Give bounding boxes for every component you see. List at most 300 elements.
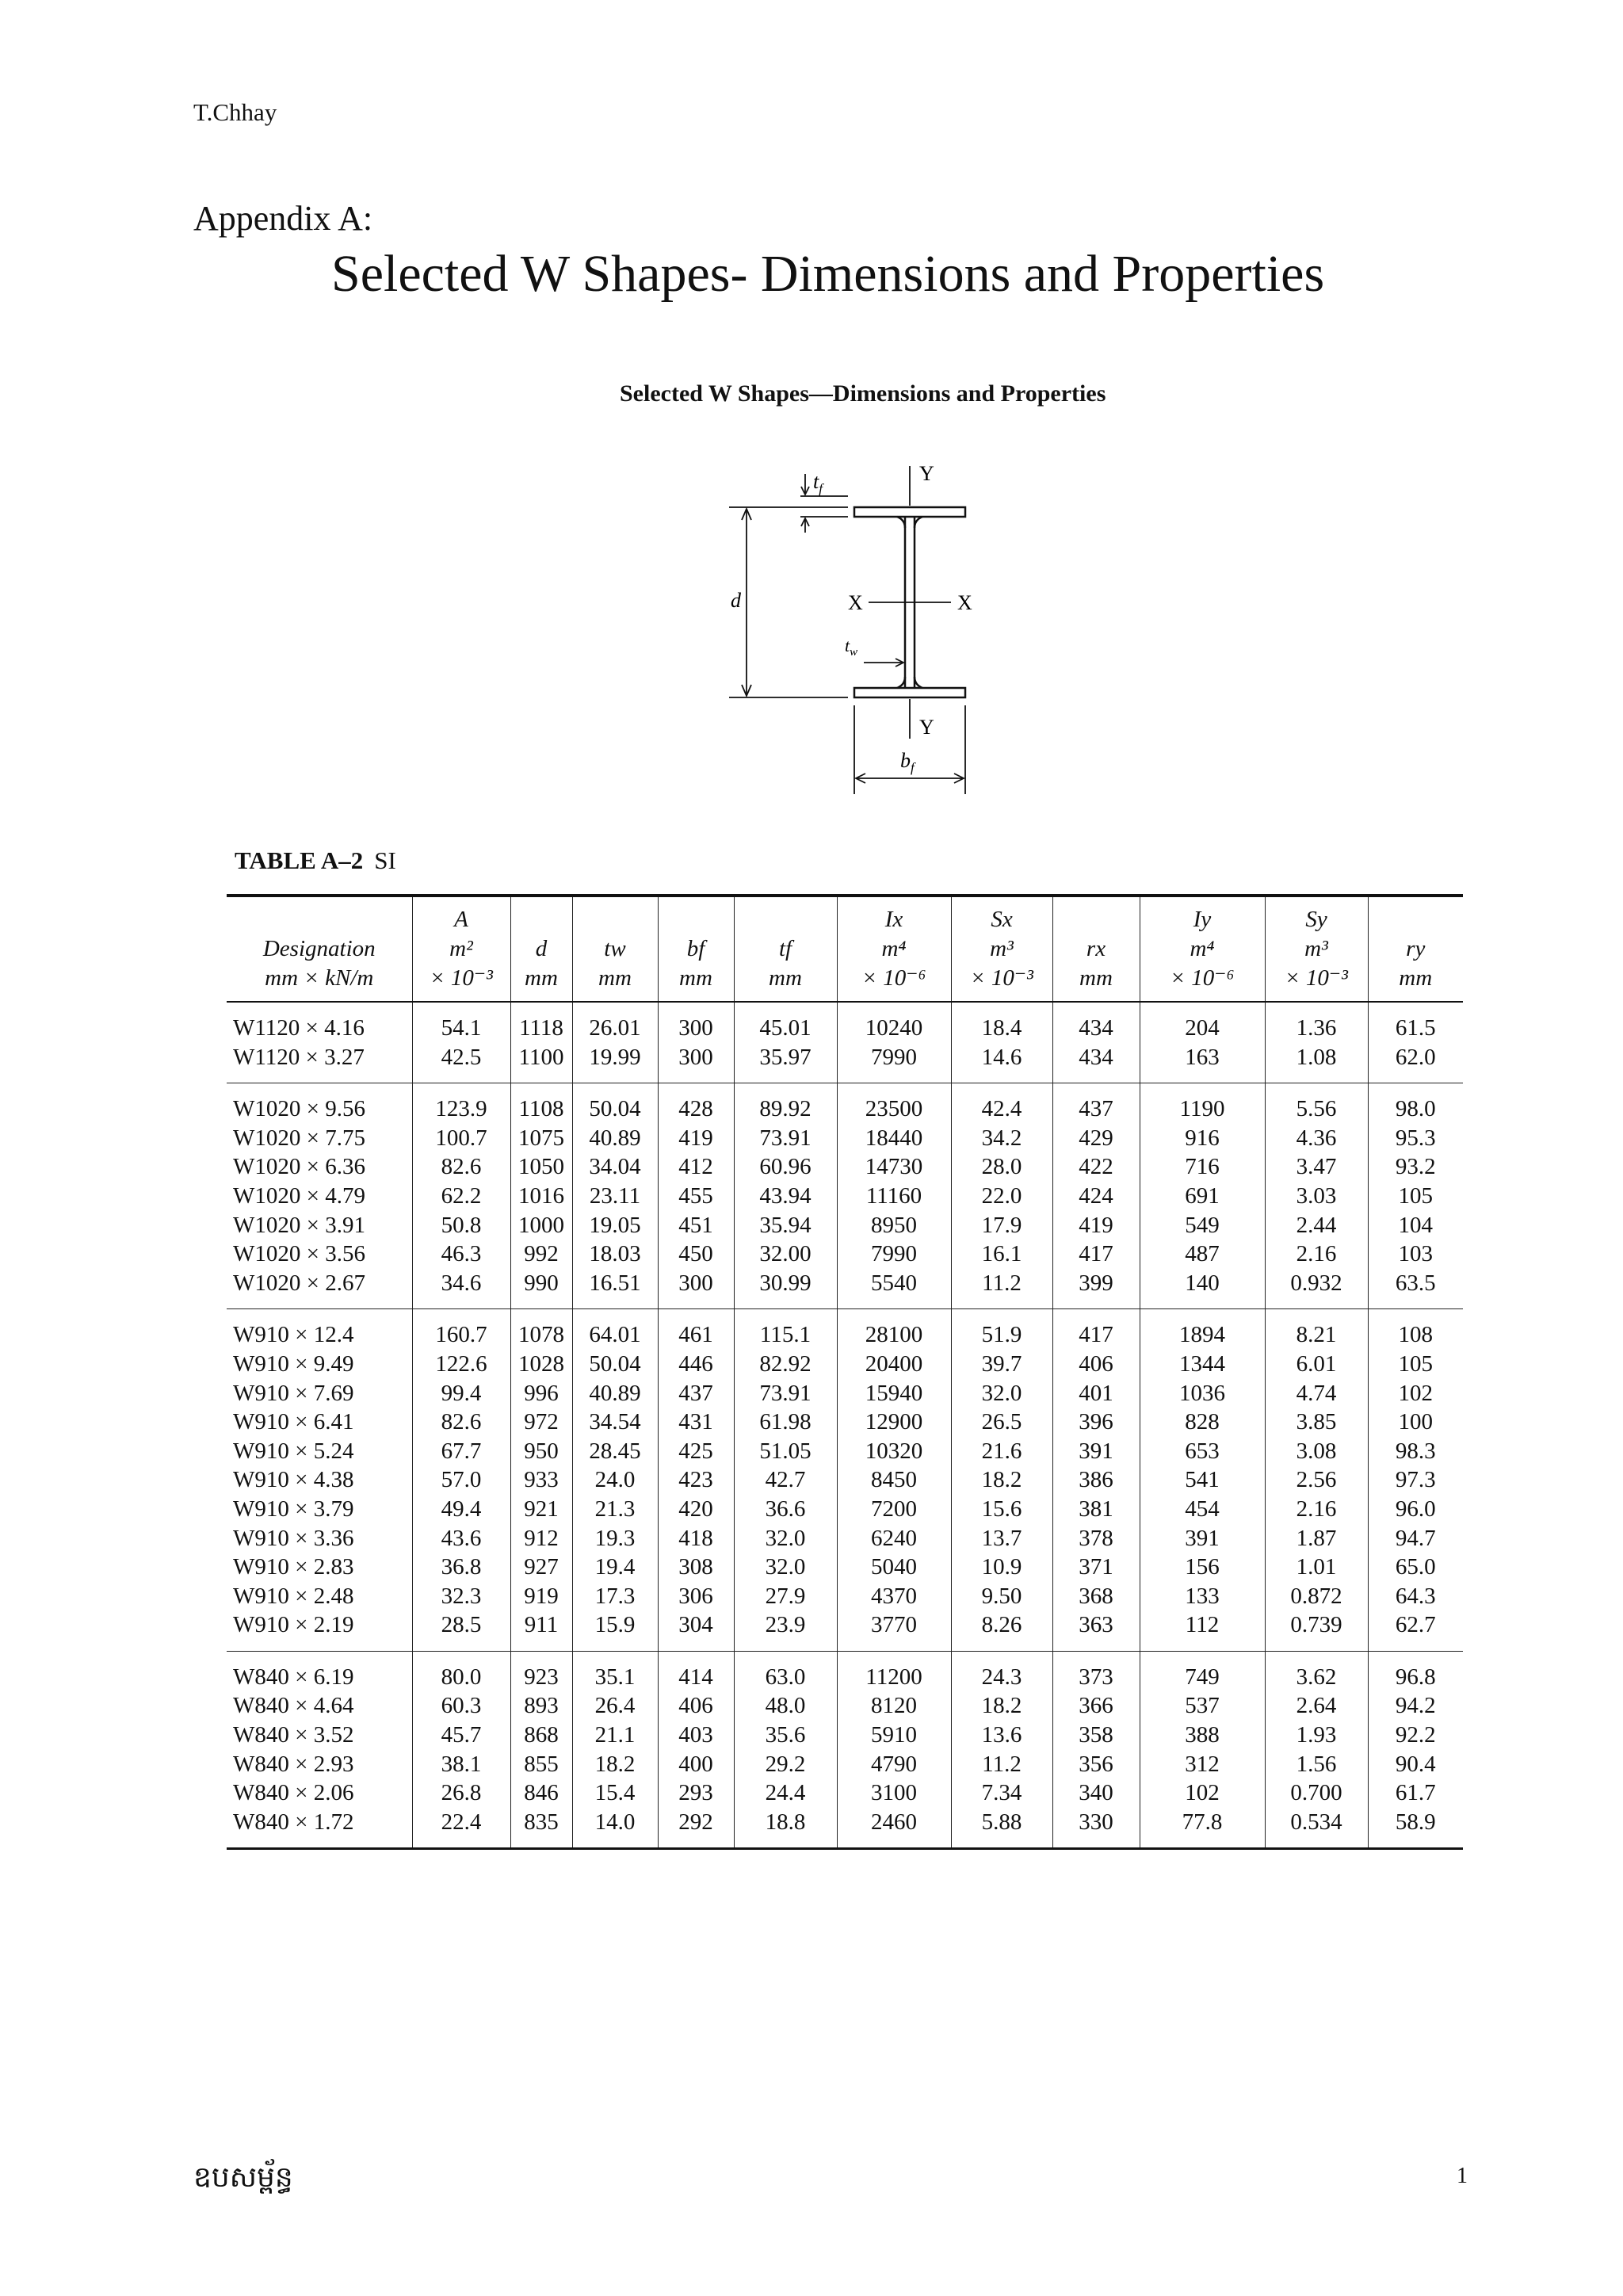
column-header (1140, 896, 1265, 1002)
column-header-line: m³ (990, 936, 1014, 961)
table-cell: 541 (1140, 1465, 1265, 1495)
table-cell: 89.92 (734, 1083, 837, 1124)
table-cell: 10320 (837, 1437, 951, 1466)
table-cell: 373 (1052, 1651, 1140, 1691)
footer-khmer-label: ឧបសម្ព័ន្ធ (193, 2161, 293, 2194)
table-cell: 95.3 (1368, 1124, 1463, 1153)
column-header-line: mm (1399, 965, 1433, 991)
table-cell: 11.2 (951, 1269, 1052, 1309)
column-header-line: m⁴ (881, 936, 907, 961)
table-cell: 412 (658, 1152, 734, 1182)
table-cell: 0.739 (1265, 1610, 1368, 1651)
table-cell: 1190 (1140, 1083, 1265, 1124)
designation-cell: W910 × 6.41 (233, 1409, 354, 1435)
table-cell: 16.1 (951, 1240, 1052, 1269)
table-cell: 61.7 (1368, 1778, 1463, 1808)
table-cell: 50.04 (572, 1083, 658, 1124)
designation-cell: W910 × 5.24 (233, 1438, 354, 1464)
table-cell: 62.0 (1368, 1043, 1463, 1083)
diagram-label-y-bottom: Y (919, 716, 934, 739)
table-cell: 5040 (837, 1553, 951, 1582)
table-cell: 916 (1140, 1124, 1265, 1153)
table-cell: 537 (1140, 1691, 1265, 1721)
designation-cell: W840 × 6.19 (233, 1664, 354, 1690)
table-cell: 2.16 (1265, 1240, 1368, 1269)
table-cell: 40.89 (572, 1379, 658, 1408)
table-cell: 64.3 (1368, 1582, 1463, 1611)
author-header: T.Chhay (193, 98, 277, 126)
table-cell: 5.56 (1265, 1083, 1368, 1124)
table-cell: 921 (510, 1495, 572, 1524)
table-cell: 77.8 (1140, 1808, 1265, 1849)
column-header (951, 896, 1052, 1002)
column-header-line: m⁴ (1190, 936, 1215, 961)
table-cell: 15.9 (572, 1610, 658, 1651)
table-cell: 716 (1140, 1152, 1265, 1182)
table-cell: 330 (1052, 1808, 1140, 1849)
table-cell: 7990 (837, 1240, 951, 1269)
designation-cell: W840 × 3.52 (233, 1722, 354, 1748)
table-cell: 36.8 (412, 1553, 510, 1582)
table-row (227, 1002, 1463, 1043)
column-header-line: m³ (1304, 936, 1328, 961)
table-cell: 105 (1368, 1350, 1463, 1379)
table-cell: 419 (1052, 1211, 1140, 1240)
table-cell: 1050 (510, 1152, 572, 1182)
table-cell: 388 (1140, 1721, 1265, 1750)
designation-cell: W910 × 12.4 (233, 1322, 354, 1348)
column-header (227, 896, 412, 1002)
table-cell: 15940 (837, 1379, 951, 1408)
column-header-line: ry (1406, 936, 1426, 961)
table-cell: 32.00 (734, 1240, 837, 1269)
table-cell: 428 (658, 1083, 734, 1124)
column-header-line: A (454, 907, 468, 932)
table-cell: 50.8 (412, 1211, 510, 1240)
table-cell: 1078 (510, 1309, 572, 1350)
designation-cell: W910 × 9.49 (233, 1350, 354, 1377)
table-cell: 1016 (510, 1182, 572, 1211)
table-cell: 6.01 (1265, 1350, 1368, 1379)
table-cell: 400 (658, 1750, 734, 1779)
table-cell: 94.2 (1368, 1691, 1463, 1721)
table-cell: 32.3 (412, 1582, 510, 1611)
table-cell: 446 (658, 1350, 734, 1379)
table-cell: 123.9 (412, 1083, 510, 1124)
table-cell: 1.93 (1265, 1721, 1368, 1750)
table-cell: 57.0 (412, 1465, 510, 1495)
table-cell: 437 (1052, 1083, 1140, 1124)
designation-cell: W910 × 4.38 (233, 1467, 354, 1493)
table-cell: 4.74 (1265, 1379, 1368, 1408)
table-cell: 1075 (510, 1124, 572, 1153)
table-cell: 62.2 (412, 1182, 510, 1211)
table-cell: 292 (658, 1808, 734, 1849)
table-row (227, 1408, 1463, 1437)
table-cell: 7.34 (951, 1778, 1052, 1808)
column-header (734, 896, 837, 1002)
table-units: SI (374, 846, 396, 874)
table-cell: 35.97 (734, 1043, 837, 1083)
table-cell: 356 (1052, 1750, 1140, 1779)
table-cell: 454 (1140, 1495, 1265, 1524)
table-cell: 102 (1140, 1778, 1265, 1808)
table-cell: 420 (658, 1495, 734, 1524)
table-cell: 835 (510, 1808, 572, 1849)
column-header-line: mm (525, 965, 558, 991)
column-header-line: Ix (884, 907, 903, 932)
diagram-label-x-left: X (848, 591, 863, 614)
table-cell: 38.1 (412, 1750, 510, 1779)
designation-cell: W1020 × 3.56 (233, 1241, 365, 1267)
table-cell: 28.5 (412, 1610, 510, 1651)
designation-cell: W1020 × 3.91 (233, 1212, 365, 1238)
page-number: 1 (1457, 2164, 1468, 2188)
table-cell: 43.6 (412, 1524, 510, 1553)
table-cell: 11200 (837, 1651, 951, 1691)
table-cell: 923 (510, 1651, 572, 1691)
table-row (227, 1240, 1463, 1269)
table-cell: 16.51 (572, 1269, 658, 1309)
table-cell: 45.01 (734, 1002, 837, 1043)
table-cell: 1.08 (1265, 1043, 1368, 1083)
table-cell: 46.3 (412, 1240, 510, 1269)
table-cell: 5540 (837, 1269, 951, 1309)
table-cell: 24.0 (572, 1465, 658, 1495)
table-row (227, 1778, 1463, 1808)
column-header-line: × 10⁻³ (970, 965, 1033, 991)
table-cell: 2.44 (1265, 1211, 1368, 1240)
table-cell: 3.62 (1265, 1651, 1368, 1691)
table-cell: 18.2 (951, 1465, 1052, 1495)
table-row (227, 1495, 1463, 1524)
table-row (227, 1379, 1463, 1408)
table-cell: 30.99 (734, 1269, 837, 1309)
table-cell: 2460 (837, 1808, 951, 1849)
designation-cell: W910 × 2.48 (233, 1583, 354, 1609)
svg-text:tf (813, 470, 824, 496)
table-row (227, 1691, 1463, 1721)
column-header-line: × 10⁻³ (430, 965, 493, 991)
table-cell: 2.64 (1265, 1691, 1368, 1721)
table-cell: 51.05 (734, 1437, 837, 1466)
column-header-line: tf (778, 936, 792, 961)
table-row (227, 1582, 1463, 1611)
table-cell: 437 (658, 1379, 734, 1408)
table-cell: 933 (510, 1465, 572, 1495)
table-row (227, 1152, 1463, 1182)
table-cell: 93.2 (1368, 1152, 1463, 1182)
table-cell: 22.0 (951, 1182, 1052, 1211)
table-cell: 94.7 (1368, 1524, 1463, 1553)
table-cell: 8450 (837, 1465, 951, 1495)
table-cell: 5.88 (951, 1808, 1052, 1849)
appendix-label: Appendix A: (193, 199, 373, 238)
table-cell: 17.9 (951, 1211, 1052, 1240)
column-header-line: Iy (1193, 907, 1212, 932)
table-row (227, 1211, 1463, 1240)
table-cell: 0.872 (1265, 1582, 1368, 1611)
table-cell: 103 (1368, 1240, 1463, 1269)
table-cell: 32.0 (734, 1524, 837, 1553)
table-cell: 996 (510, 1379, 572, 1408)
table-cell: 26.5 (951, 1408, 1052, 1437)
table-cell: 14.6 (951, 1043, 1052, 1083)
table-cell: 6240 (837, 1524, 951, 1553)
table-cell: 17.3 (572, 1582, 658, 1611)
table-row (227, 1269, 1463, 1309)
table-cell: 293 (658, 1778, 734, 1808)
table-cell: 8.26 (951, 1610, 1052, 1651)
column-header-line: Sy (1305, 907, 1327, 932)
table-cell: 381 (1052, 1495, 1140, 1524)
diagram-label-tw-sub: w (850, 646, 858, 659)
table-cell: 22.4 (412, 1808, 510, 1849)
table-cell: 80.0 (412, 1651, 510, 1691)
table-cell: 450 (658, 1240, 734, 1269)
table-cell: 434 (1052, 1043, 1140, 1083)
table-row (227, 1610, 1463, 1651)
column-header-line: m² (449, 936, 473, 961)
designation-cell: W1020 × 4.79 (233, 1182, 365, 1209)
table-cell: 455 (658, 1182, 734, 1211)
table-cell: 32.0 (734, 1553, 837, 1582)
table-cell: 1118 (510, 1002, 572, 1043)
table-cell: 424 (1052, 1182, 1140, 1211)
table-cell: 423 (658, 1465, 734, 1495)
table-cell: 418 (658, 1524, 734, 1553)
w-shape-cross-section-diagram (713, 452, 1062, 800)
table-cell: 98.3 (1368, 1437, 1463, 1466)
table-cell: 60.3 (412, 1691, 510, 1721)
column-header-line: mm (769, 965, 802, 991)
table-cell: 28100 (837, 1309, 951, 1350)
designation-cell: W1020 × 2.67 (227, 1269, 412, 1309)
column-header (572, 896, 658, 1002)
table-cell: 4.36 (1265, 1124, 1368, 1153)
table-cell: 24.3 (951, 1651, 1052, 1691)
table-cell: 3.85 (1265, 1408, 1368, 1437)
table-cell: 868 (510, 1721, 572, 1750)
column-header-line: tw (604, 936, 626, 961)
table-cell: 105 (1368, 1182, 1463, 1211)
diagram-label-bf-sub: f (911, 760, 915, 775)
table-cell: 0.534 (1265, 1808, 1368, 1849)
column-header (1265, 896, 1368, 1002)
table-cell: 73.91 (734, 1124, 837, 1153)
table-cell: 11160 (837, 1182, 951, 1211)
diagram-label-tf: t (813, 470, 819, 493)
table-cell: 100.7 (412, 1124, 510, 1153)
table-cell: 65.0 (1368, 1553, 1463, 1582)
table-cell: 1.36 (1265, 1002, 1368, 1043)
table-cell: 63.5 (1368, 1269, 1463, 1309)
table-cell: 98.0 (1368, 1083, 1463, 1124)
designation-cell: W840 × 1.72 (227, 1808, 412, 1849)
table-cell: 19.4 (572, 1553, 658, 1582)
table-cell: 846 (510, 1778, 572, 1808)
table-row (227, 1350, 1463, 1379)
table-cell: 96.0 (1368, 1495, 1463, 1524)
table-cell: 0.700 (1265, 1778, 1368, 1808)
table-cell: 912 (510, 1524, 572, 1553)
table-cell: 26.8 (412, 1778, 510, 1808)
table-cell: 21.3 (572, 1495, 658, 1524)
table-cell: 425 (658, 1437, 734, 1466)
table-cell: 34.04 (572, 1152, 658, 1182)
table-cell: 4790 (837, 1750, 951, 1779)
table-cell: 23.9 (734, 1610, 837, 1651)
table-cell: 368 (1052, 1582, 1140, 1611)
table-cell: 15.4 (572, 1778, 658, 1808)
table-cell: 96.8 (1368, 1651, 1463, 1691)
properties-table (227, 894, 1463, 1850)
table-cell: 911 (510, 1610, 572, 1651)
table-cell: 29.2 (734, 1750, 837, 1779)
table-cell: 7200 (837, 1495, 951, 1524)
table-cell: 32.0 (951, 1379, 1052, 1408)
table-cell: 36.6 (734, 1495, 837, 1524)
scanned-table-title: Selected W Shapes—Dimensions and Properties (620, 380, 1106, 407)
table-cell: 4370 (837, 1582, 951, 1611)
table-cell: 18.8 (734, 1808, 837, 1849)
table-cell: 414 (658, 1651, 734, 1691)
table-cell: 63.0 (734, 1651, 837, 1691)
table-cell: 20400 (837, 1350, 951, 1379)
table-row (227, 1465, 1463, 1495)
table-cell: 50.04 (572, 1350, 658, 1379)
table-cell: 401 (1052, 1379, 1140, 1408)
table-cell: 102 (1368, 1379, 1463, 1408)
column-header (412, 896, 510, 1002)
diagram-label-y-top: Y (919, 462, 934, 485)
table-cell: 18.2 (951, 1691, 1052, 1721)
table-cell: 691 (1140, 1182, 1265, 1211)
column-header (1368, 896, 1463, 1002)
table-cell: 366 (1052, 1691, 1140, 1721)
table-cell: 40.89 (572, 1124, 658, 1153)
table-cell: 340 (1052, 1778, 1140, 1808)
designation-cell: W1120 × 4.16 (233, 1015, 365, 1041)
designation-cell: W840 × 2.93 (233, 1751, 354, 1777)
table-header-row (227, 896, 1463, 1002)
table-cell: 24.4 (734, 1778, 837, 1808)
table-cell: 3.47 (1265, 1152, 1368, 1182)
table-cell: 396 (1052, 1408, 1140, 1437)
table-cell: 100 (1368, 1408, 1463, 1437)
table-cell: 23500 (837, 1083, 951, 1124)
table-cell: 160.7 (412, 1309, 510, 1350)
table-cell: 82.6 (412, 1408, 510, 1437)
table-cell: 82.92 (734, 1350, 837, 1379)
table-cell: 35.94 (734, 1211, 837, 1240)
table-cell: 451 (658, 1211, 734, 1240)
table-cell: 51.9 (951, 1309, 1052, 1350)
column-header (837, 896, 951, 1002)
table-row (227, 1083, 1463, 1124)
table-row (227, 1437, 1463, 1466)
table-cell: 28.45 (572, 1437, 658, 1466)
column-header-line: × 10⁻⁶ (1170, 965, 1235, 991)
table-cell: 855 (510, 1750, 572, 1779)
table-row (227, 1750, 1463, 1779)
table-cell: 927 (510, 1553, 572, 1582)
table-cell: 828 (1140, 1408, 1265, 1437)
table-cell: 422 (1052, 1152, 1140, 1182)
table-cell: 49.4 (412, 1495, 510, 1524)
svg-text:bf (900, 749, 916, 775)
table-cell: 399 (1052, 1269, 1140, 1309)
table-cell: 378 (1052, 1524, 1140, 1553)
table-cell: 34.6 (412, 1269, 510, 1309)
table-cell: 62.7 (1368, 1610, 1463, 1651)
table-cell: 42.7 (734, 1465, 837, 1495)
table-cell: 163 (1140, 1043, 1265, 1083)
table-cell: 19.99 (572, 1043, 658, 1083)
table-cell: 950 (510, 1437, 572, 1466)
table-cell: 8950 (837, 1211, 951, 1240)
table-cell: 386 (1052, 1465, 1140, 1495)
table-cell: 140 (1140, 1269, 1265, 1309)
table-cell: 42.4 (951, 1083, 1052, 1124)
table-cell: 0.932 (1265, 1269, 1368, 1309)
table-row (227, 1721, 1463, 1750)
table-cell: 14.0 (572, 1808, 658, 1849)
designation-cell: W910 × 3.79 (233, 1496, 354, 1522)
table-row (227, 1651, 1463, 1691)
table-cell: 417 (1052, 1240, 1140, 1269)
designation-cell: W1020 × 9.56 (233, 1096, 365, 1122)
table-cell: 306 (658, 1582, 734, 1611)
table-cell: 3100 (837, 1778, 951, 1808)
table-cell: 2.16 (1265, 1495, 1368, 1524)
table-cell: 156 (1140, 1553, 1265, 1582)
designation-cell: W910 × 7.69 (233, 1380, 354, 1406)
table-cell: 122.6 (412, 1350, 510, 1379)
designation-cell: W910 × 2.19 (227, 1610, 412, 1651)
table-cell: 26.4 (572, 1691, 658, 1721)
table-cell: 406 (1052, 1350, 1140, 1379)
table-cell: 64.01 (572, 1309, 658, 1350)
table-cell: 15.6 (951, 1495, 1052, 1524)
table-cell: 14730 (837, 1152, 951, 1182)
table-cell: 112 (1140, 1610, 1265, 1651)
table-cell: 8.21 (1265, 1309, 1368, 1350)
table-cell: 12900 (837, 1408, 951, 1437)
table-cell: 82.6 (412, 1152, 510, 1182)
table-cell: 34.2 (951, 1124, 1052, 1153)
designation-cell: W910 × 2.83 (233, 1554, 354, 1580)
table-cell: 300 (658, 1043, 734, 1083)
table-row (227, 1124, 1463, 1153)
table-cell: 1894 (1140, 1309, 1265, 1350)
table-cell: 42.5 (412, 1043, 510, 1083)
table-cell: 461 (658, 1309, 734, 1350)
table-cell: 27.9 (734, 1582, 837, 1611)
table-cell: 990 (510, 1269, 572, 1309)
table-cell: 19.05 (572, 1211, 658, 1240)
table-cell: 35.1 (572, 1651, 658, 1691)
table-cell: 893 (510, 1691, 572, 1721)
table-cell: 300 (658, 1269, 734, 1309)
table-cell: 419 (658, 1124, 734, 1153)
column-header-line: Designation (262, 936, 376, 961)
table-cell: 3.08 (1265, 1437, 1368, 1466)
table-cell: 90.4 (1368, 1750, 1463, 1779)
diagram-label-tf-sub: f (819, 481, 823, 496)
table-cell: 48.0 (734, 1691, 837, 1721)
table-cell: 28.0 (951, 1152, 1052, 1182)
